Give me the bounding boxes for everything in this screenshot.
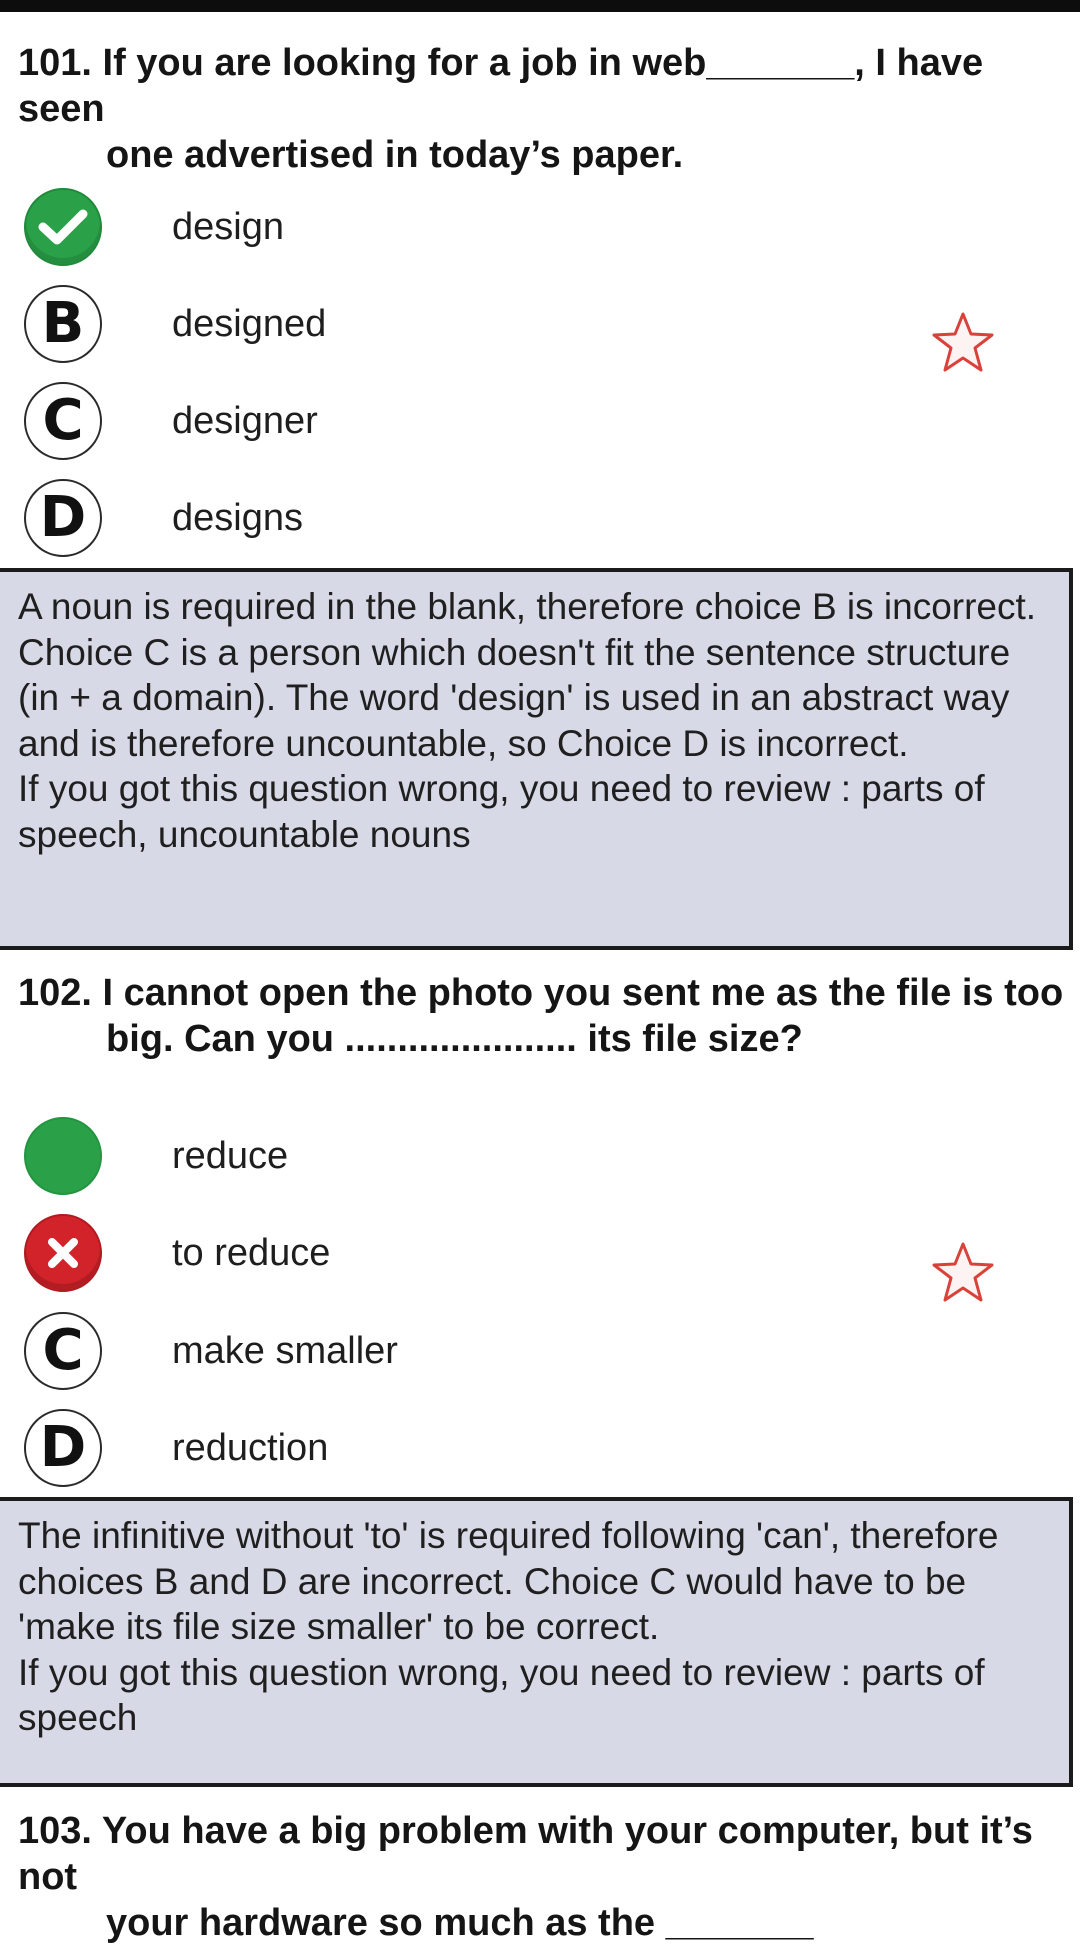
q101-option-a[interactable]	[24, 188, 1014, 270]
question-number: 101.	[18, 42, 92, 84]
option-text: reduce	[172, 1135, 289, 1177]
question-line-2: your hardware so much as the _______	[106, 1902, 814, 1944]
bookmark-star-icon[interactable]	[930, 1240, 996, 1306]
explanation-text: A noun is required in the blank, therefore choice B is incorrect. Choice C is a person which doesn't fit the sentence structure (in + a domain). The word 'design' is used in an abstract way and is therefore uncountable, so Choice D is incorrect.	[18, 586, 1037, 764]
question-101-text	[18, 40, 1068, 178]
option-letter-d: D	[24, 479, 102, 557]
question-line-1: I cannot open the photo you sent me as the file is too	[102, 972, 1064, 1014]
option-text: designer	[172, 400, 318, 442]
option-text: to reduce	[172, 1232, 331, 1274]
question-102-text	[18, 970, 1068, 1062]
question-number: 103.	[18, 1810, 92, 1852]
option-letter-c: C	[24, 382, 102, 460]
review-text: If you got this question wrong, you need to review : parts of speech, uncountable nouns	[18, 768, 985, 855]
question-103-text	[18, 1808, 1068, 1946]
correct-answer-indicator	[24, 1117, 102, 1195]
q102-option-c[interactable]	[24, 1312, 1014, 1394]
q101-option-b[interactable]	[24, 285, 1014, 367]
q101-option-c[interactable]	[24, 382, 1014, 464]
q101-option-d[interactable]	[24, 479, 1014, 561]
option-letter-c: C	[24, 1312, 102, 1390]
option-letter-b: B	[24, 285, 102, 363]
option-letter-d: D	[24, 1409, 102, 1487]
q102-option-b[interactable]	[24, 1214, 1014, 1296]
option-text: designed	[172, 303, 327, 345]
status-bar	[0, 0, 1080, 12]
cross-icon	[24, 1214, 102, 1292]
q102-option-a[interactable]	[24, 1117, 1014, 1199]
check-icon	[24, 188, 102, 266]
explanation-text: The infinitive without 'to' is required following 'can', therefore choices B and D are incorrect. Choice C would have to be 'make its file size smaller' to be correct.	[18, 1515, 999, 1647]
q101-explanation-box	[0, 568, 1073, 950]
q102-explanation-box	[0, 1497, 1073, 1787]
review-text: If you got this question wrong, you need to review : parts of speech	[18, 1651, 985, 1738]
option-text: make smaller	[172, 1330, 398, 1372]
question-line-2: big. Can you ...................... its file size?	[106, 1018, 803, 1060]
option-text: reduction	[172, 1427, 329, 1469]
q102-option-d[interactable]	[24, 1409, 1014, 1491]
option-text: designs	[172, 497, 303, 539]
question-line-2: one advertised in today’s paper.	[106, 134, 684, 176]
question-number: 102.	[18, 972, 92, 1014]
bookmark-star-icon[interactable]	[930, 310, 996, 376]
option-text: design	[172, 206, 284, 248]
question-line-1: If you are looking for a job in web_______, I have seen	[18, 42, 984, 130]
question-line-1: You have a big problem with your computer, but it’s not	[18, 1810, 1033, 1898]
